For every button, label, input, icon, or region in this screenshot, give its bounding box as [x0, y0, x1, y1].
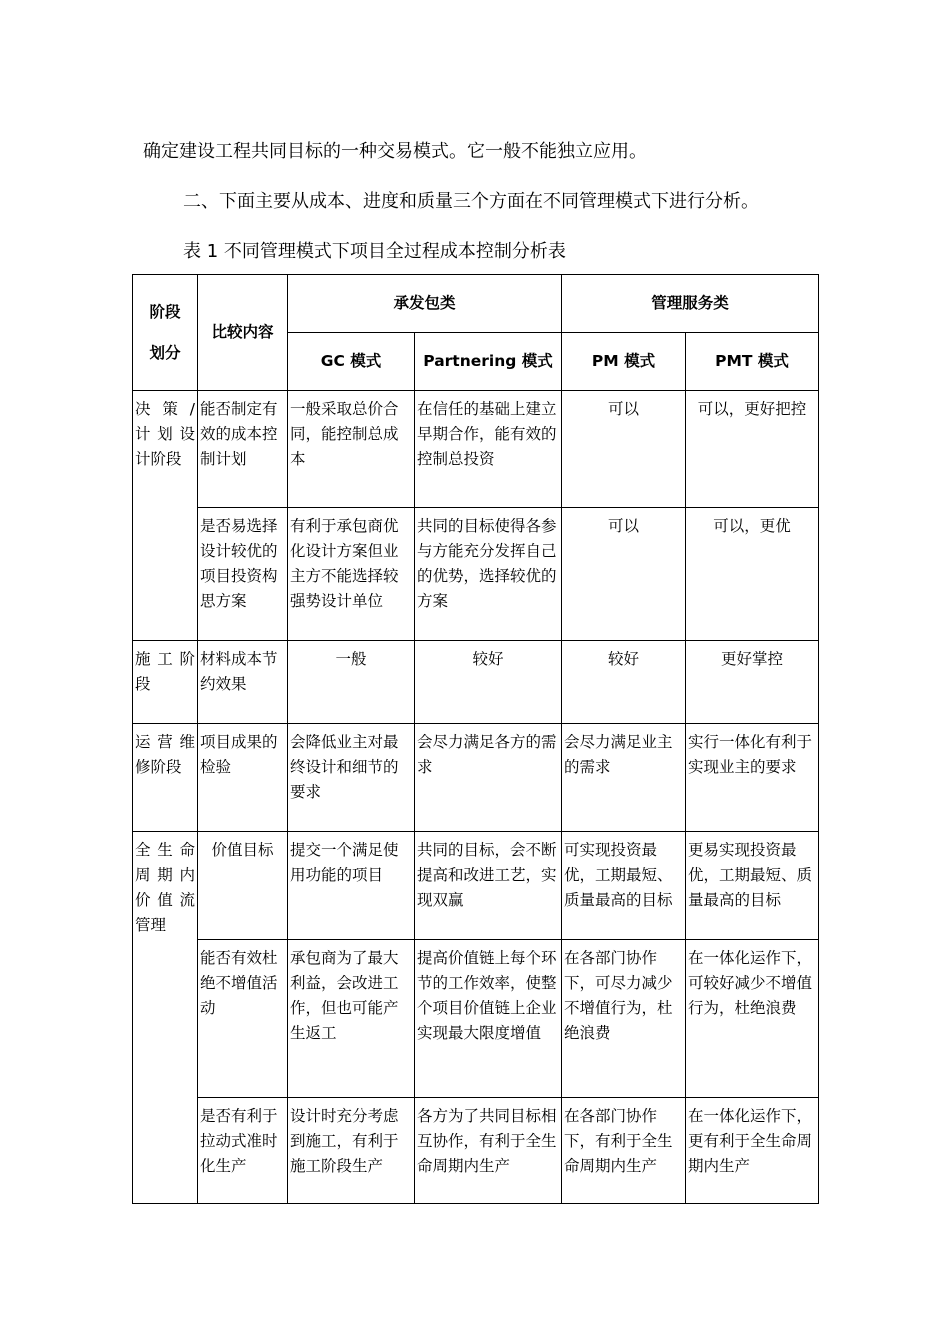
pm-cell: 会尽力满足业主的需求	[562, 724, 686, 832]
gc-cell: 会降低业主对最终设计和细节的要求	[288, 724, 415, 832]
gc-cell: 设计时充分考虑到施工，有利于施工阶段生产	[288, 1098, 415, 1204]
gc-cell: 承包商为了最大利益，会改进工作，但也可能产生返工	[288, 940, 415, 1098]
partnering-cell: 共同的目标，会不断提高和改进工艺，实现双赢	[415, 832, 562, 940]
compare-cell: 能否有效杜绝不增值活动	[198, 940, 288, 1098]
pmt-cell: 在一体化运作下，可较好减少不增值行为，杜绝浪费	[686, 940, 819, 1098]
table-row	[133, 724, 819, 832]
table-row	[133, 832, 819, 940]
pm-cell: 可实现投资最优，工期最短、质量最高的目标	[562, 832, 686, 940]
pm-cell: 在各部门协作下，有利于全生命周期内生产	[562, 1098, 686, 1204]
table-caption: 表 1 不同管理模式下项目全过程成本控制分析表	[183, 241, 566, 262]
pmt-cell: 在一体化运作下，更有利于全生命周期内生产	[686, 1098, 819, 1204]
header-group-contract: 承发包类	[288, 275, 562, 333]
header-gc: GC 模式	[288, 333, 415, 391]
compare-cell: 能否制定有效的成本控制计划	[198, 391, 288, 508]
gc-cell: 有利于承包商优化设计方案但业主方不能选择较强势设计单位	[288, 508, 415, 641]
table-row	[133, 508, 819, 641]
header-group-management: 管理服务类	[562, 275, 819, 333]
partnering-cell: 在信任的基础上建立早期合作，能有效的控制总投资	[415, 391, 562, 508]
stage-cell: 决 策 / 计 划 设 计阶段	[133, 391, 198, 641]
stage-cell: 施 工 阶 段	[133, 641, 198, 724]
header-stage	[133, 275, 198, 391]
compare-cell: 价值目标	[198, 832, 288, 940]
compare-cell: 材料成本节约效果	[198, 641, 288, 724]
header-partnering: Partnering 模式	[415, 333, 562, 391]
compare-cell: 是否易选择设计较优的项目投资构思方案	[198, 508, 288, 641]
partnering-cell: 各方为了共同目标相互协作，有利于全生命周期内生产	[415, 1098, 562, 1204]
header-compare: 比较内容	[198, 275, 288, 391]
intro-paragraph-line1: 确定建设工程共同目标的一种交易模式。它一般不能独立应用。	[143, 141, 647, 162]
header-pm: PM 模式	[562, 333, 686, 391]
pmt-cell: 可以，更优	[686, 508, 819, 641]
table-row	[133, 641, 819, 724]
pmt-cell: 实行一体化有利于实现业主的要求	[686, 724, 819, 832]
gc-cell: 一般采取总价合同，能控制总成本	[288, 391, 415, 508]
gc-cell: 一般	[288, 641, 415, 724]
pmt-cell: 可以，更好把控	[686, 391, 819, 508]
compare-cell: 是否有利于拉动式准时化生产	[198, 1098, 288, 1204]
intro-paragraph-line2: 二、下面主要从成本、进度和质量三个方面在不同管理模式下进行分析。	[183, 191, 759, 212]
pmt-cell: 更易实现投资最优，工期最短、质量最高的目标	[686, 832, 819, 940]
partnering-cell: 会尽力满足各方的需求	[415, 724, 562, 832]
pm-cell: 可以	[562, 391, 686, 508]
pmt-cell: 更好掌控	[686, 641, 819, 724]
pm-cell: 较好	[562, 641, 686, 724]
table-row	[133, 940, 819, 1098]
compare-cell: 项目成果的检验	[198, 724, 288, 832]
table-row	[133, 391, 819, 508]
table-row	[133, 1098, 819, 1204]
header-stage-line2: 划分	[149, 343, 181, 362]
pm-cell: 可以	[562, 508, 686, 641]
comparison-table	[132, 274, 819, 1204]
stage-cell: 全 生 命 周 期 内 价 值 流 管理	[133, 832, 198, 1204]
gc-cell: 提交一个满足使用功能的项目	[288, 832, 415, 940]
partnering-cell: 较好	[415, 641, 562, 724]
header-pmt: PMT 模式	[686, 333, 819, 391]
partnering-cell: 提高价值链上每个环节的工作效率，使整个项目价值链上企业实现最大限度增值	[415, 940, 562, 1098]
header-row-groups	[133, 275, 819, 333]
stage-cell: 运 营 维 修阶段	[133, 724, 198, 832]
pm-cell: 在各部门协作下，可尽力减少不增值行为，杜绝浪费	[562, 940, 686, 1098]
partnering-cell: 共同的目标使得各参与方能充分发挥自己的优势，选择较优的方案	[415, 508, 562, 641]
header-stage-line1: 阶段	[149, 302, 181, 321]
